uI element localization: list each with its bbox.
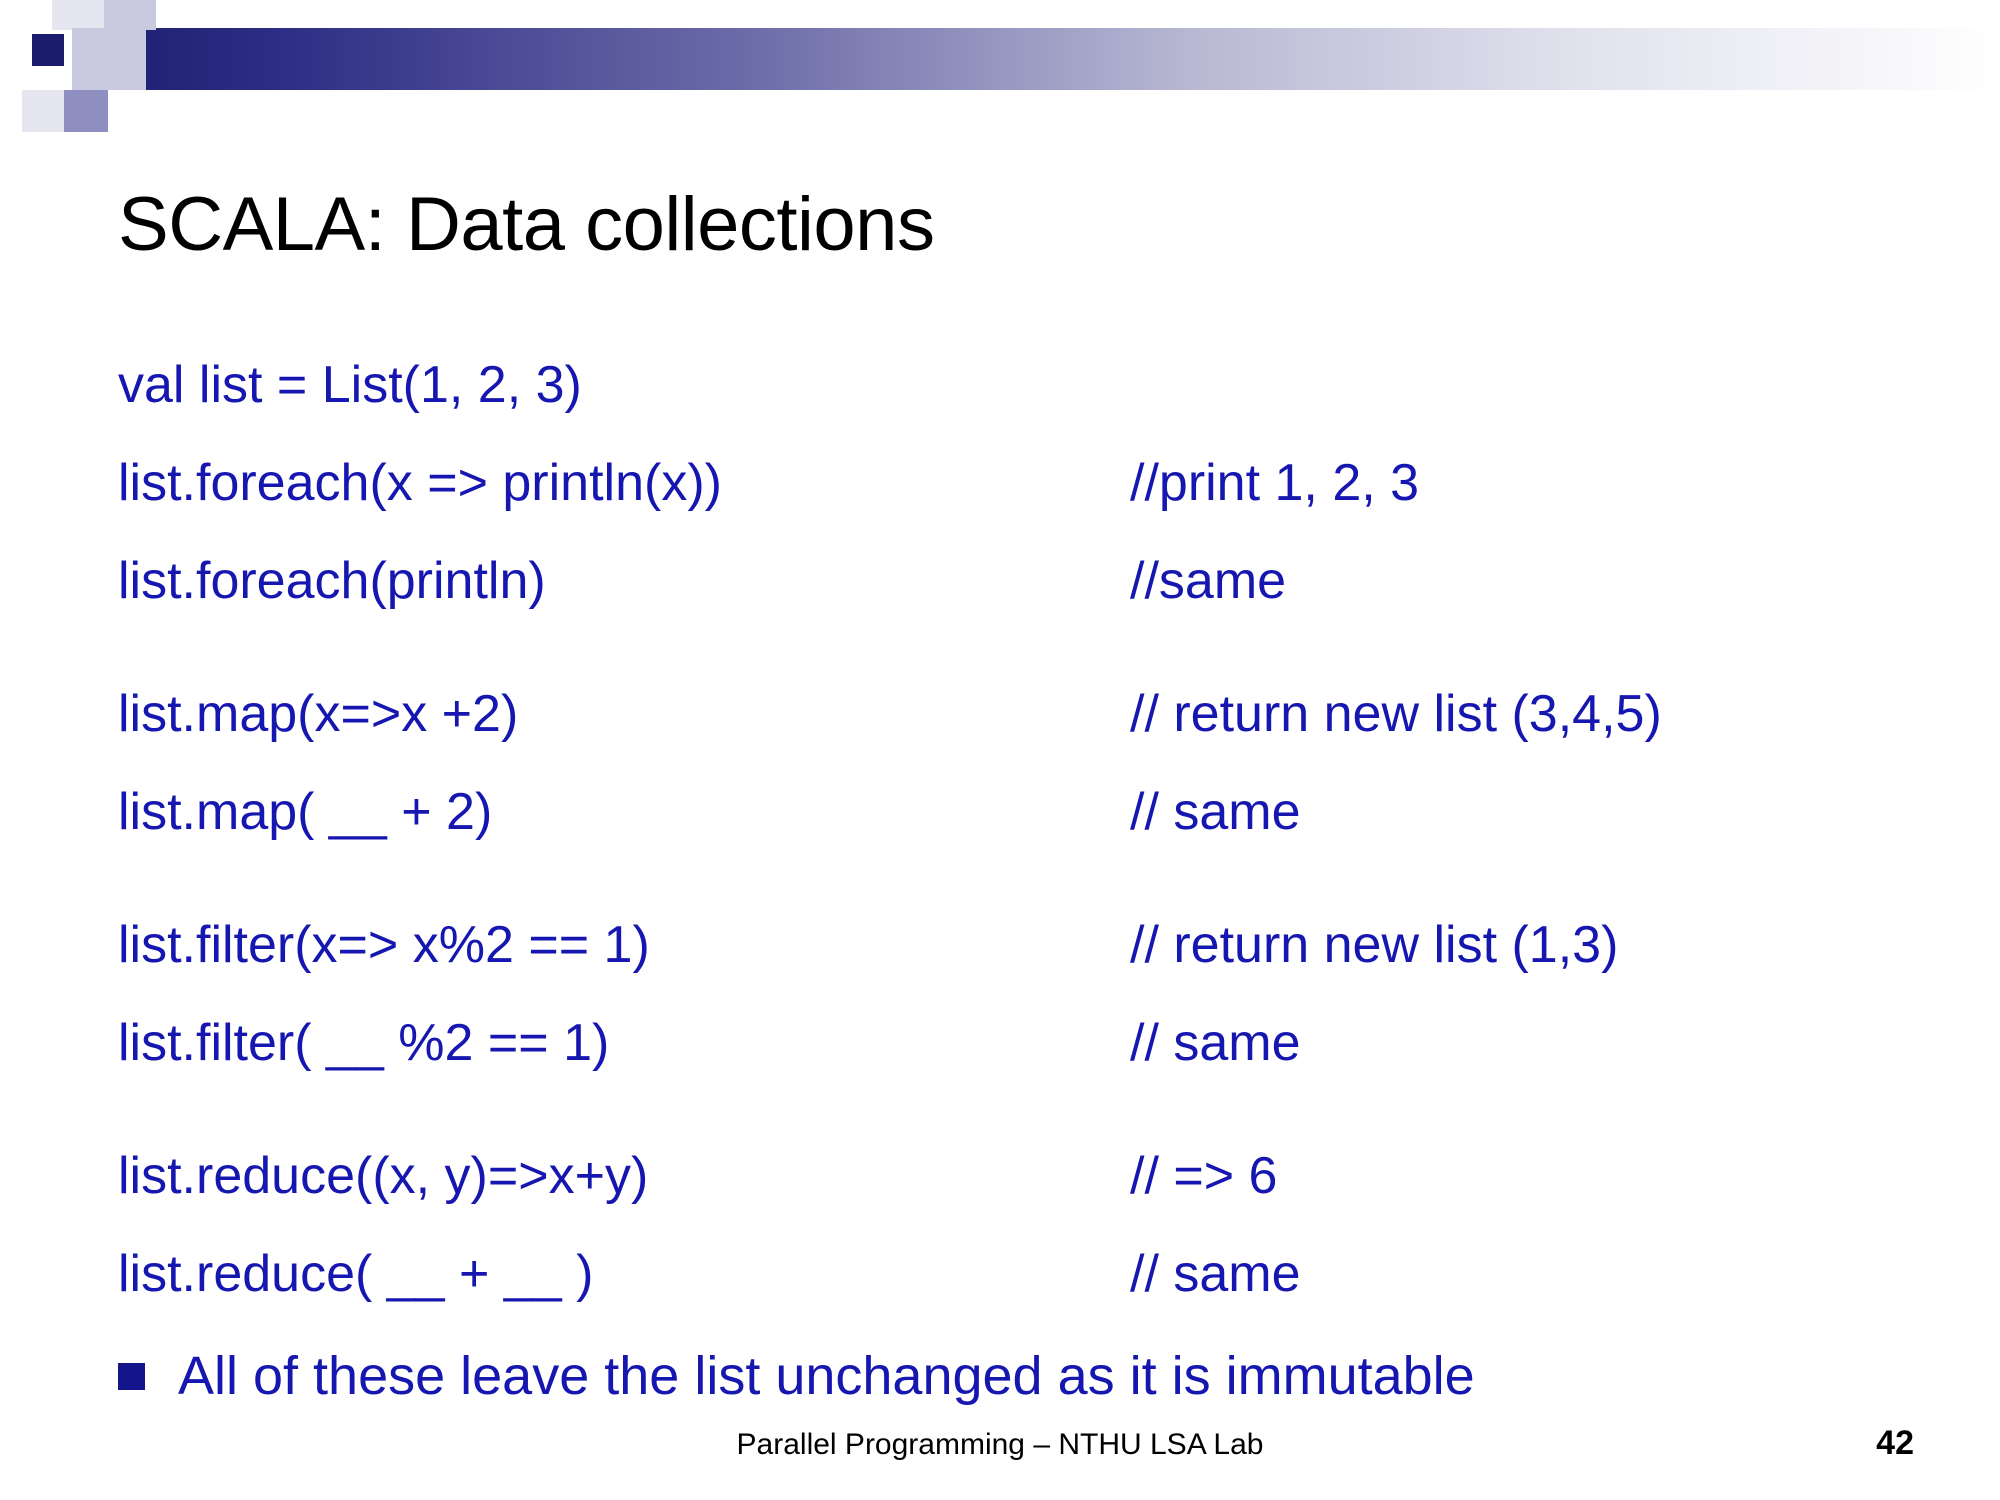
code-line-left: list.foreach(x => println(x)) (118, 454, 722, 512)
header-square-mid-1 (64, 90, 108, 132)
header-square-pale-1 (52, 0, 104, 30)
code-line (0, 782, 2000, 880)
code-line-left: list.map(x=>x +2) (118, 685, 519, 743)
code-line (0, 915, 2000, 1013)
code-line-comment: // same (1130, 1245, 1301, 1303)
code-line-left: list.reduce((x, y)=>x+y) (118, 1147, 649, 1205)
code-line-left: val list = List(1, 2, 3) (118, 356, 582, 414)
code-line-left: list.reduce( __ + __ ) (118, 1245, 594, 1303)
header-square-light-2 (72, 28, 116, 90)
code-line-comment: //same (1130, 552, 1287, 610)
code-line (0, 453, 2000, 551)
code-line (0, 1146, 2000, 1244)
bullet-item (118, 1345, 1918, 1407)
code-line-comment: // => 6 (1130, 1147, 1278, 1205)
code-listing (0, 355, 2000, 1342)
page-title: SCALA: Data collections (118, 181, 935, 267)
code-line-comment: // same (1130, 1014, 1301, 1072)
code-line-comment: // return new list (3,4,5) (1130, 685, 1662, 743)
code-line (0, 551, 2000, 649)
header-square-dark-1 (32, 34, 64, 66)
page-number: 42 (1876, 1424, 1914, 1462)
code-line-left: list.filter( __ %2 == 1) (118, 1014, 610, 1072)
square-bullet-icon (118, 1363, 145, 1390)
code-line (0, 355, 2000, 453)
code-line-comment: // return new list (1,3) (1130, 916, 1619, 974)
header-square-pale-2 (22, 90, 64, 132)
code-line (0, 1013, 2000, 1111)
code-line-comment: // same (1130, 783, 1301, 841)
code-line (0, 684, 2000, 782)
code-line-left: list.filter(x=> x%2 == 1) (118, 916, 650, 974)
header-gradient-bar (96, 28, 2000, 90)
slide-header-band (0, 0, 2000, 128)
code-line (0, 1244, 2000, 1342)
code-line-comment: //print 1, 2, 3 (1130, 454, 1420, 512)
header-square-light-3 (116, 28, 146, 90)
header-square-light-1 (104, 0, 156, 30)
bullet-item-label: All of these leave the list unchanged as it is immutable (178, 1346, 1475, 1406)
footer-text: Parallel Programming – NTHU LSA Lab (736, 1428, 1264, 1461)
code-line-left: list.map( __ + 2) (118, 783, 493, 841)
code-line-left: list.foreach(println) (118, 552, 546, 610)
